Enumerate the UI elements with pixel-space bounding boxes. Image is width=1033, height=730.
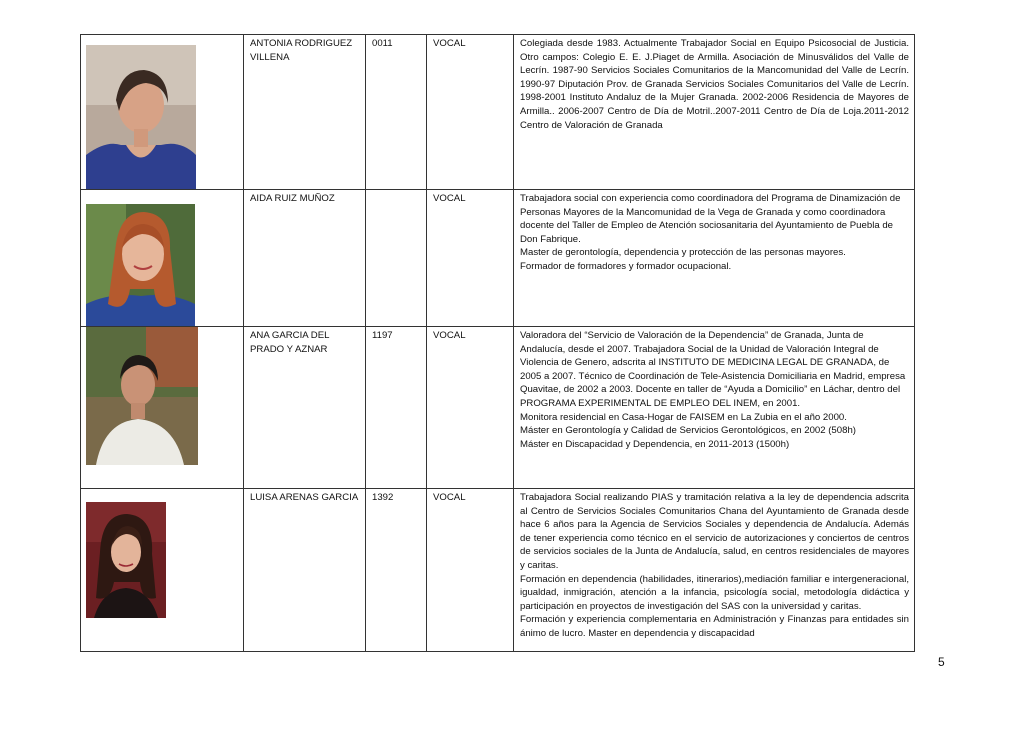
bio-paragraph: Formador de formadores y formador ocupacional. xyxy=(520,260,732,272)
bio-paragraph: Monitora residencial en Casa-Hogar de FAISEM en La Zubia en el año 2000. xyxy=(520,411,847,423)
member-role: VOCAL xyxy=(427,327,514,489)
members-table xyxy=(80,34,915,652)
member-name: LUISA ARENAS GARCIA xyxy=(244,489,366,652)
bio-paragraph: Máster en Discapacidad y Dependencia, en 2011-2013 (1500h) xyxy=(520,438,790,450)
member-photo xyxy=(86,502,166,618)
bio-paragraph: Colegiada desde 1983. Actualmente Trabajador Social en Equipo Psicosocial de Justicia. Otro campos: Colegio E. E. J.Piaget de Armilla. Asociación de Minusválidos del Valle de Lecrín. 1987-90 Servicios Sociales Comunitarios de la Mancomunidad del Valle de Lecrín. 1990-97 Diputación Prov. de Granada Servicios Sociales Comunitarios del Valle de Lecrín. 1998-2001 Instituto Andaluz de la Mujer Granada. 2002-2006 Residencia de Mayores de Armilla.. 2006-2007 Centro de Día de Motril..2007-2011 Centro de Día de Loja.2011-2012 Centro de Valoración de Granada xyxy=(520,38,909,131)
member-bio xyxy=(514,190,915,327)
table-row xyxy=(81,327,915,489)
table-row xyxy=(81,35,915,190)
member-bio xyxy=(514,35,915,190)
member-role: VOCAL xyxy=(427,35,514,190)
member-role: VOCAL xyxy=(427,489,514,652)
bio-paragraph: Trabajadora social con experiencia como coordinadora del Programa de Dinamización de Personas Mayores de la Mancomunidad de la Vega de Granada y como coordinadora docente del Taller de Empleo de Atención sociosanitaria del Ayuntamiento de Puebla de Don Fabrique. xyxy=(520,193,901,245)
table-row xyxy=(81,190,915,327)
member-name: ANTONIA RODRIGUEZ VILLENA xyxy=(244,35,366,190)
bio-paragraph: Master de gerontología, dependencia y protección de las personas mayores. xyxy=(520,247,846,259)
bio-paragraph: Trabajadora Social realizando PIAS y tramitación relativa a la ley de dependencia adscrita al Centro de Servicios Sociales Comunitarios Chana del Ayuntamiento de Granada desde hace 6 años para la Agencia de Servicios Sociales y dependencia de Andalucía. Además de tener experiencia como técnico en el servicio de autorizaciones y conciertos de centros de servicios sociales de la Junta de Andalucía, salud, en centros residenciales de mayores y caritas. xyxy=(520,492,909,571)
photo-cell xyxy=(81,327,244,489)
member-photo xyxy=(86,45,196,190)
photo-cell xyxy=(81,489,244,652)
page-number: 5 xyxy=(938,655,945,669)
member-role: VOCAL xyxy=(427,190,514,327)
member-bio xyxy=(514,489,915,652)
member-photo xyxy=(86,327,198,465)
photo-cell xyxy=(81,35,244,190)
member-photo xyxy=(86,204,195,326)
bio-paragraph: Formación y experiencia complementaria en Administración y Finanzas para entidades sin ánimo de lucro. Master en dependencia y discapacidad xyxy=(520,614,909,639)
member-name: AIDA RUIZ MUÑOZ xyxy=(244,190,366,327)
member-number xyxy=(366,190,427,327)
member-bio xyxy=(514,327,915,489)
bio-paragraph: Valoradora del “Servicio de Valoración de la Dependencia” de Granada, Junta de Andalucía, desde el 2007. Trabajadora Social de la Unidad de Valoración Integral de Violencia de Genero, adscrita al INSTITUTO DE MEDICINA LEGAL DE GRANADA, de 2005 a 2007. Técnico de Coordinación de Tele-Asistencia Domiciliaria en Madrid, empresa Quavitae, de 2002 a 2003. Docente en taller de “Ayuda a Domicilio” en Láchar, dentro del PROGRAMA EXPERIMENTAL DE EMPLEO DEL INEM, en 2001. xyxy=(520,330,906,409)
photo-cell xyxy=(81,190,244,327)
member-name: ANA GARCIA DEL PRADO Y AZNAR xyxy=(244,327,366,489)
bio-paragraph: Máster en Gerontología y Calidad de Servicios Gerontológicos, en 2002 (508h) xyxy=(520,425,856,437)
bio-paragraph: Formación en dependencia (habilidades, itinerarios),mediación familiar e intergeneracional, igualdad, inmigración, atención a la infancia, psicología social, metodología didáctica y participación en proyectos de investigación del SAS con la universidad y caritas. xyxy=(520,573,909,612)
table-row xyxy=(81,489,915,652)
member-number: 1197 xyxy=(366,327,427,489)
member-number: 0011 xyxy=(366,35,427,190)
member-number: 1392 xyxy=(366,489,427,652)
